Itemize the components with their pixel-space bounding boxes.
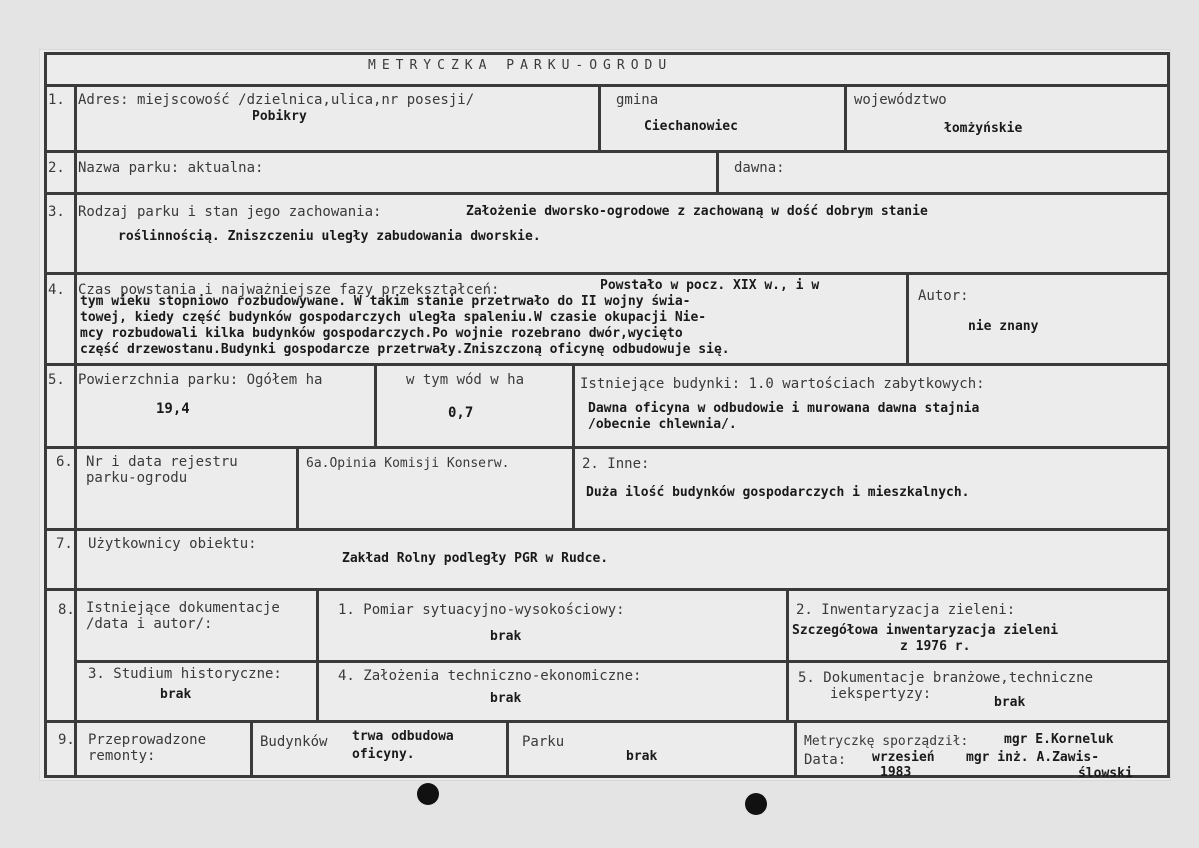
- rule: [44, 192, 1170, 195]
- area-value: 19,4: [156, 401, 190, 417]
- rule: [44, 84, 1170, 87]
- author-label: Autor:: [918, 288, 969, 304]
- border-top: [44, 52, 1170, 55]
- prepared-by-value-2-line2: ślowski: [1078, 766, 1133, 781]
- rule: [906, 272, 909, 365]
- prepared-by-value-2-line1: mgr inż. A.Zawis-: [966, 750, 1100, 765]
- park-type-value-line2: roślinnością. Zniszczeniu uległy zabudowania dworskie.: [118, 229, 541, 244]
- row-number: 9.: [58, 732, 75, 748]
- prepared-by-label: Metryczkę sporządził:: [804, 734, 969, 749]
- survey-label: 1. Pomiar sytuacyjno-wysokościowy:: [338, 602, 625, 618]
- greenery-inventory-value-line1: Szczegółowa inwentaryzacja zieleni: [792, 623, 1059, 638]
- rule: [316, 660, 1170, 663]
- rule: [44, 528, 1170, 531]
- history-value-line1: Powstało w pocz. XIX w., i w: [600, 278, 820, 293]
- industry-docs-label-line2: iekspertyzy:: [830, 686, 932, 702]
- history-value-line5: część drzewostanu.Budynki gospodarcze przetrwały.Zniszczoną oficynę odbudowuje się.: [80, 342, 730, 357]
- row-number: 8.: [58, 602, 75, 618]
- punch-hole: [745, 793, 767, 815]
- border-left: [44, 52, 47, 778]
- area-label: Powierzchnia parku: Ogółem ha: [78, 372, 323, 388]
- row-number: 5.: [48, 372, 65, 388]
- buildings-repairs-value-line2: oficyny.: [352, 747, 415, 762]
- documentation-label-line1: Istniejące dokumentacje: [86, 600, 280, 616]
- buildings-value-line2: /obecnie chlewnia/.: [588, 417, 737, 432]
- author-value: nie znany: [968, 319, 1039, 334]
- greenery-inventory-label: 2. Inwentaryzacja zieleni:: [796, 602, 1016, 618]
- rule: [44, 446, 1170, 449]
- date-value: wrzesień: [872, 750, 935, 765]
- history-value-line4: mcy rozbudowali kilka budynków gospodarczych.Po wojnie rozebrano dwór,wycięto: [80, 326, 683, 341]
- punch-hole: [417, 783, 439, 805]
- park-repairs-label: Parku: [522, 734, 565, 750]
- industry-docs-label-line1: 5. Dokumentacje branżowe,techniczne: [798, 670, 1094, 686]
- rule: [374, 363, 377, 448]
- buildings-repairs-value-line1: trwa odbudowa: [352, 729, 454, 744]
- row-number: 7.: [56, 536, 73, 552]
- repairs-label-line2: remonty:: [88, 748, 156, 764]
- history-value-line2: tym wieku stopniowo rozbudowywane. W takim stanie przetrwało do II wojny świa-: [80, 294, 691, 309]
- row-number: 4.: [48, 282, 65, 298]
- documentation-label-line2: /data i autor/:: [86, 616, 213, 632]
- gmina-value: Ciechanowiec: [644, 119, 738, 134]
- other-value: Duża ilość budynków gospodarczych i mieszkalnych.: [586, 485, 970, 500]
- former-name-label: dawna:: [734, 160, 785, 176]
- repairs-label-line1: Przeprowadzone: [88, 732, 207, 748]
- water-label: w tym wód w ha: [406, 372, 525, 388]
- rule: [794, 720, 797, 778]
- rule: [44, 588, 1170, 591]
- park-name-label: Nazwa parku: aktualna:: [78, 160, 264, 176]
- park-type-value-line1: Założenie dworsko-ogrodowe z zachowaną w dość dobrym stanie: [466, 204, 928, 219]
- water-value: 0,7: [448, 405, 474, 421]
- row-number: 2.: [48, 160, 65, 176]
- rule: [598, 84, 601, 152]
- park-type-label: Rodzaj parku i stan jego zachowania:: [78, 204, 382, 220]
- row-number: 6.: [56, 454, 73, 470]
- rule: [296, 446, 299, 530]
- border-right: [1167, 52, 1170, 778]
- greenery-inventory-value-line2: z 1976 r.: [900, 639, 971, 654]
- conservation-opinion-label: 6a.Opinia Komisji Konserw.: [306, 456, 510, 471]
- register-label-line2: parku-ogrodu: [86, 470, 188, 486]
- survey-value: brak: [490, 629, 522, 644]
- form-title: METRYCZKA PARKU-OGRODU: [368, 58, 673, 73]
- date-label: Data:: [804, 752, 847, 768]
- buildings-value-line1: Dawna oficyna w odbudowie i murowana dawna stajnia: [588, 401, 980, 416]
- date-year: 1983: [880, 765, 912, 780]
- park-repairs-value: brak: [626, 749, 658, 764]
- rule: [572, 363, 575, 530]
- rule: [250, 720, 253, 778]
- address-label: Adres: miejscowość /dzielnica,ulica,nr posesji/: [78, 92, 475, 108]
- users-value: Zakład Rolny podległy PGR w Rudce.: [342, 551, 609, 566]
- rule: [506, 720, 509, 778]
- prepared-by-value: mgr E.Korneluk: [1004, 732, 1114, 747]
- rule: [786, 588, 789, 722]
- buildings-repairs-label: Budynków: [260, 734, 328, 750]
- technical-assumptions-value: brak: [490, 691, 522, 706]
- historical-study-value: brak: [160, 687, 192, 702]
- history-label: Czas powstania i najważniejsze fazy przekształceń:: [78, 282, 500, 298]
- history-value-line3: towej, kiedy część budynków gospodarczych uległa spaleniu.W czasie okupacji Nie-: [80, 310, 707, 325]
- register-label-line1: Nr i data rejestru: [86, 454, 238, 470]
- rule: [44, 720, 1170, 723]
- rule: [76, 660, 316, 663]
- technical-assumptions-label: 4. Założenia techniczno-ekonomiczne:: [338, 668, 642, 684]
- rule: [44, 363, 1170, 366]
- rule: [716, 150, 719, 194]
- industry-docs-value: brak: [994, 695, 1026, 710]
- voivodeship-label: województwo: [854, 92, 947, 108]
- historical-study-label: 3. Studium historyczne:: [88, 666, 282, 682]
- users-label: Użytkownicy obiektu:: [88, 536, 257, 552]
- voivodeship-value: łomżyńskie: [944, 121, 1023, 136]
- number-column-rule: [74, 84, 77, 778]
- row-number: 1.: [48, 92, 65, 108]
- gmina-label: gmina: [616, 92, 659, 108]
- rule: [44, 150, 1170, 153]
- address-value: Pobikry: [252, 109, 307, 124]
- buildings-label: Istniejące budynki: 1.0 wartościach zabytkowych:: [580, 376, 985, 392]
- rule: [844, 84, 847, 152]
- border-bottom: [44, 775, 1170, 778]
- rule: [316, 588, 319, 722]
- other-label: 2. Inne:: [582, 456, 650, 472]
- row-number: 3.: [48, 204, 65, 220]
